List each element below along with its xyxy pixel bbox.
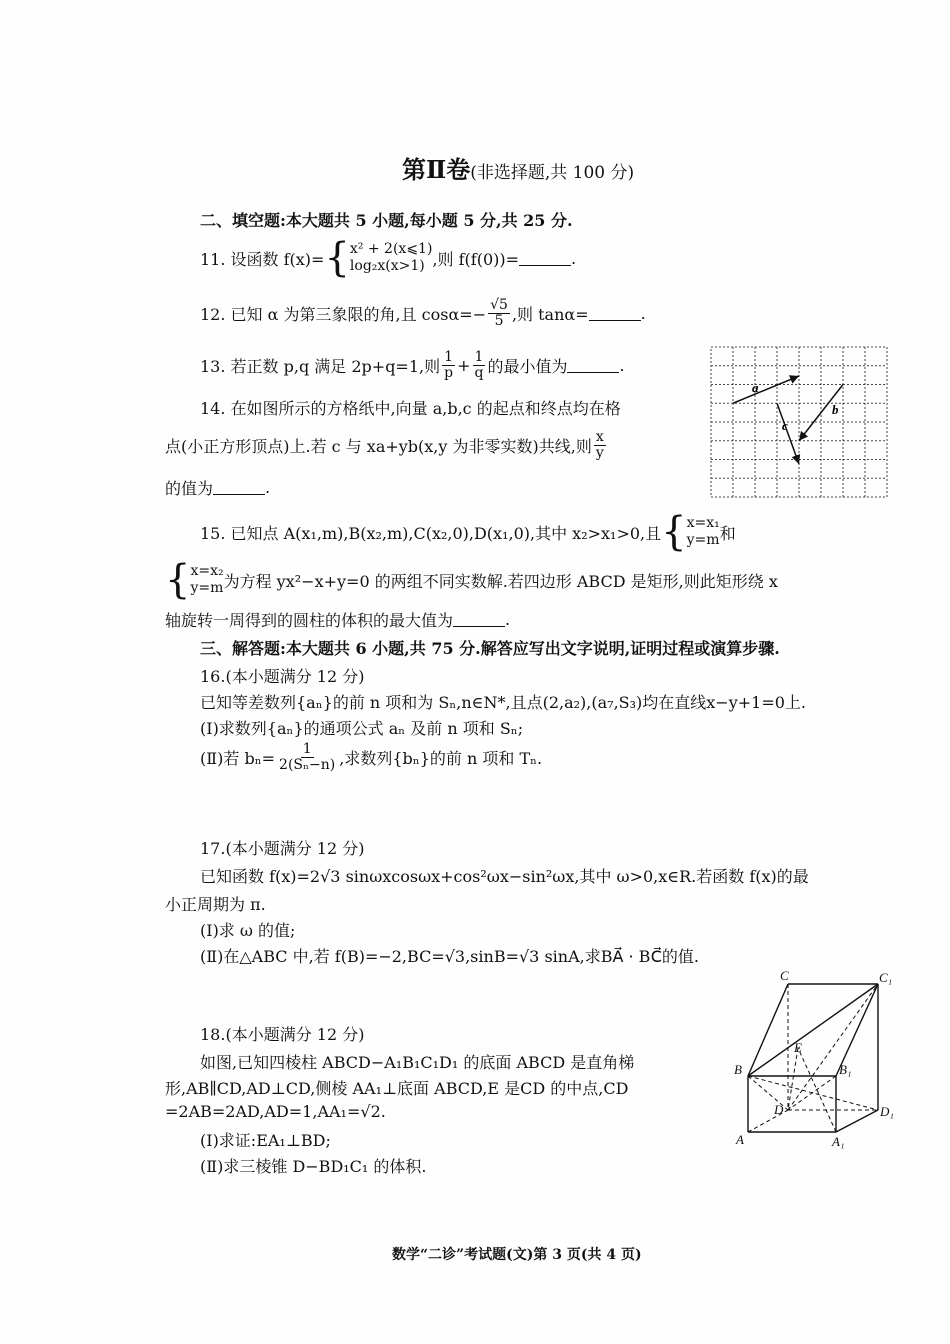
q14-answer-blank[interactable] xyxy=(213,480,265,495)
q12-answer-blank[interactable] xyxy=(589,306,641,321)
q13-fraction-1: $\frac{1}{p}$ xyxy=(444,349,454,381)
q15-line2-wrap: { x=x₂ y=m 为方程 yx²−x+y=0 的两组不同实数解.若四边形 ABCD 是矩形,则此矩形绕 x xyxy=(165,557,778,603)
q18-line2: 形,AB∥CD,AD⊥CD,侧棱 AA₁⊥底面 ABCD,E 是CD 的中点,CD xyxy=(165,1079,629,1098)
label-c: c xyxy=(782,418,788,433)
q17-title: 17.(本小题满分 12 分) xyxy=(200,839,365,858)
q17-line1: 已知函数 f(x)=2√3 sinωxcosωx+cos²ωx−sin²ωx,其中 ω>0,x∈R.若函数 f(x)的最 xyxy=(200,867,809,886)
fig-label-A: A xyxy=(736,1132,744,1147)
q12-fraction: $\frac{√5}{5}$ xyxy=(490,297,508,329)
q13-fraction-2: $\frac{1}{q}$ xyxy=(474,349,484,381)
q11-cases xyxy=(350,241,433,276)
label-a: a xyxy=(752,380,759,395)
section3-heading: 三、解答题:本大题共 6 小题,共 75 分.解答应写出文字说明,证明过程或演算步骤. xyxy=(200,639,780,658)
q11-tail: ,则 f(f(0))= xyxy=(432,249,520,269)
section-title: 第Ⅱ卷 xyxy=(402,155,471,184)
vector-a xyxy=(733,376,799,403)
q16-part1: (Ⅰ)求数列{aₙ}的通项公式 aₙ 及前 n 项和 Sₙ; xyxy=(200,719,524,738)
q18-line1: 如图,已知四棱柱 ABCD−A₁B₁C₁D₁ 的底面 ABCD 是直角梯 xyxy=(200,1053,635,1072)
q14-line2-wrap xyxy=(165,430,608,460)
page-title-block xyxy=(402,150,634,185)
q14-line1: 14. 在如图所示的方格纸中,向量 a,b,c 的起点和终点均在格 xyxy=(200,399,621,418)
fig-label-A1: A₁ xyxy=(832,1134,845,1149)
q12-tail: ,则 tanα= xyxy=(511,304,589,324)
fig-label-B: B xyxy=(734,1062,742,1077)
q15-system-1: x=x₁ y=m xyxy=(686,514,720,548)
question-12: 12. 已知 α 为第三象限的角,且 cosα=− $\frac{√5}{5}$ ,则 tanα= . xyxy=(200,297,646,329)
fig-label-D: D xyxy=(774,1102,784,1117)
q17-part2: (Ⅱ)在△ABC 中,若 f(B)=−2,BC=√3,sinB=√3 sinA,求BA⃗ · BC⃗的值. xyxy=(200,947,699,966)
section-subtitle: (非选择题,共 100 分) xyxy=(470,163,635,183)
fig-label-C: C xyxy=(780,968,789,983)
q16-part2-wrap xyxy=(200,742,542,772)
q18-line3: =2AB=2AD,AD=1,AA₁=√2. xyxy=(165,1102,386,1121)
q11-lead: 11. 设函数 f(x)= xyxy=(200,249,325,269)
q15-line1-wrap: 15. 已知点 A(x₁,m),B(x₂,m),C(x₂,0),D(x₁,0),其中 x₂>x₁>0,且 { x=x₁ y=m 和 xyxy=(200,509,736,555)
q15-line1: 15. 已知点 A(x₁,m),B(x₂,m),C(x₂,0),D(x₁,0),其中 x₂>x₁>0,且 xyxy=(200,523,662,543)
fig-label-E: E xyxy=(794,1040,802,1055)
q15-line3-wrap: 轴旋转一周得到的圆柱的体积的最大值为 . xyxy=(165,610,511,630)
prism-figure xyxy=(728,968,900,1150)
vector-grid-figure xyxy=(710,346,890,498)
q11-case2: log₂x(x>1) xyxy=(349,258,425,274)
q13-lead: 13. 若正数 p,q 满足 2p+q=1,则 xyxy=(200,356,441,376)
page-footer: 数学“二诊”考试题(文)第 3 页(共 4 页) xyxy=(392,1247,642,1263)
q18-title: 18.(本小题满分 12 分) xyxy=(200,1025,365,1044)
q12-lead: 12. 已知 α 为第三象限的角,且 cosα=− xyxy=(200,304,487,324)
fig-label-D1: D₁ xyxy=(880,1104,894,1119)
q16-title: 16.(本小题满分 12 分) xyxy=(200,667,365,686)
q13-answer-blank[interactable] xyxy=(567,358,619,373)
q16-part2-lead: (Ⅱ)若 bₙ= xyxy=(200,748,276,768)
section2-heading: 二、填空题:本大题共 5 小题,每小题 5 分,共 25 分. xyxy=(200,211,573,230)
q18-part2: (Ⅱ)求三棱锥 D−BD₁C₁ 的体积. xyxy=(200,1157,427,1176)
q16-line1: 已知等差数列{aₙ}的前 n 项和为 Sₙ,n∈N*,且点(2,a₂),(a₇,S₃)均在直线x−y+1=0上. xyxy=(200,693,807,712)
q15-system-2: x=x₂ y=m xyxy=(190,562,224,596)
question-13: 13. 若正数 p,q 满足 2p+q=1,则 $\frac{1}{p}$ + $\frac{1}{q}$ 的最小值为 . xyxy=(200,349,625,381)
q15-line2: 为方程 yx²−x+y=0 的两组不同实数解.若四边形 ABCD 是矩形,则此矩形绕 x xyxy=(223,571,778,591)
q11-case1: x² + 2(x⩽1) xyxy=(349,240,433,257)
fig-label-C1: C₁ xyxy=(879,970,893,985)
q15-answer-blank[interactable] xyxy=(453,612,505,627)
question-11: 11. 设函数 f(x)= { x² + 2(x⩽1) log₂x(x>1) ,则 f(f(0))= . xyxy=(200,235,577,281)
q17-line2: 小正周期为 π. xyxy=(165,895,266,914)
q14-fraction: $\frac{x}{y}$ xyxy=(595,429,604,461)
q16-part2-tail: ,求数列{bₙ}的前 n 项和 Tₙ. xyxy=(339,748,543,768)
q15-line3: 轴旋转一周得到的圆柱的体积的最大值为 xyxy=(165,611,454,630)
q13-tail: 的最小值为 xyxy=(487,356,568,376)
q16-fraction: $\frac{1}{\text{2(Sₙ−n)}}$ xyxy=(279,741,336,773)
vector-c xyxy=(777,403,799,464)
q14-line3-wrap: 的值为 . xyxy=(165,478,271,498)
fig-label-B1: B₁ xyxy=(839,1062,852,1077)
q18-part1: (Ⅰ)求证:EA₁⊥BD; xyxy=(200,1131,331,1150)
q14-line3: 的值为 xyxy=(165,479,214,498)
q17-part1: (Ⅰ)求 ω 的值; xyxy=(200,921,296,940)
q11-answer-blank[interactable] xyxy=(519,251,571,266)
q14-line2: 点(小正方形顶点)上.若 c 与 xa+yb(x,y 为非零实数)共线,则 xyxy=(165,436,592,456)
label-b: b xyxy=(832,402,839,417)
